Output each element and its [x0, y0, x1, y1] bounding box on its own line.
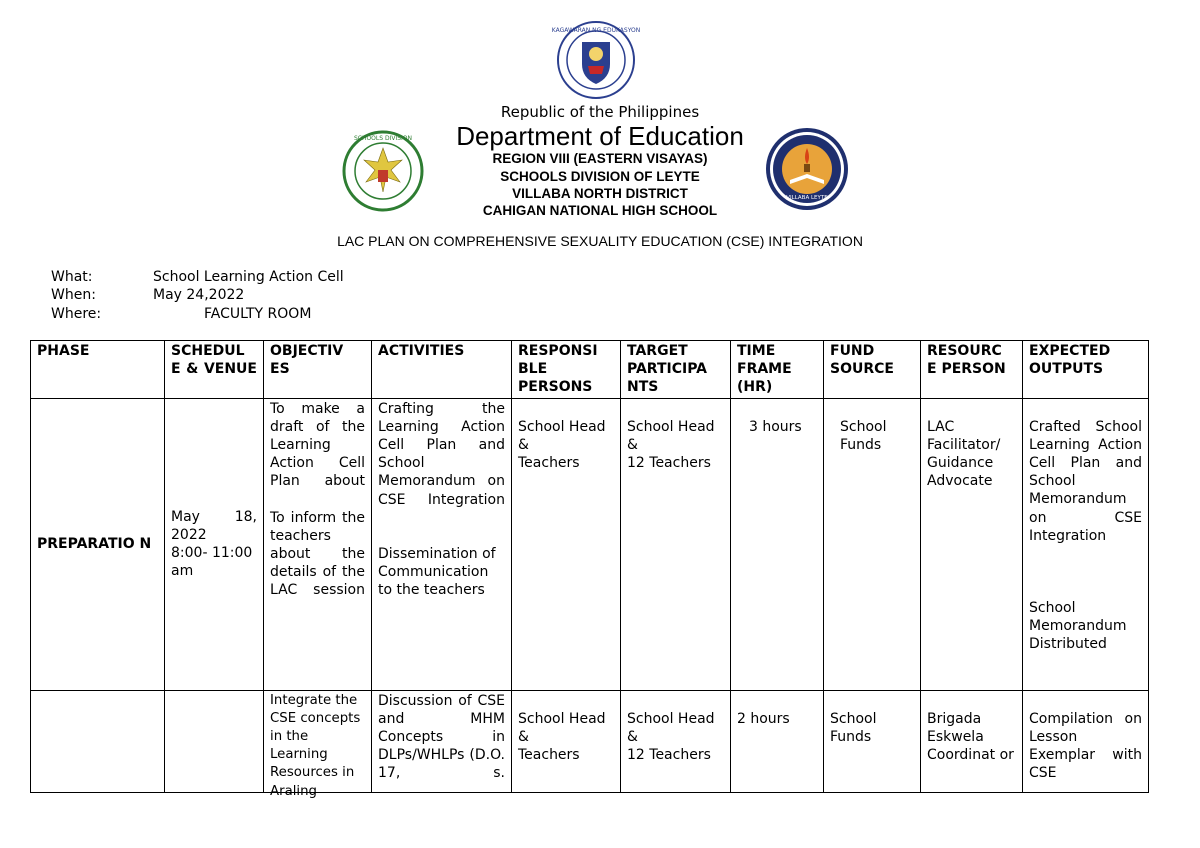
- phase-cell: [31, 690, 165, 792]
- what-value: School Learning Action Cell: [153, 269, 344, 285]
- deped-seal-logo: [551, 20, 641, 100]
- table-header-row: [31, 341, 1149, 399]
- activity-text: Dissemination of Communication to the teachers: [378, 545, 496, 599]
- when-label: When:: [51, 287, 96, 303]
- output-text: School Memorandum Distributed: [1029, 600, 1127, 653]
- schedule-date: May 18, 2022: [171, 508, 257, 543]
- header-responsible: RESPONSI BLE PERSONS: [512, 341, 621, 399]
- table-row: [31, 690, 1149, 792]
- outputs-cell: [1023, 690, 1149, 792]
- target-text: School Head: [627, 710, 715, 727]
- target-cell: [621, 398, 731, 690]
- department-heading: Department of Education: [456, 121, 744, 151]
- output-text: Crafted School Learning Action Cell Plan and School Memorandum on CSE Integration: [1029, 418, 1142, 544]
- output-text: Compilation on Lesson Exemplar with CSE: [1029, 710, 1142, 782]
- responsible-text: School Head: [518, 418, 606, 435]
- activities-cell: [372, 690, 512, 792]
- header-activities: ACTIVITIES: [372, 341, 512, 399]
- header-objectives: OBJECTIV ES: [264, 341, 372, 399]
- where-value: FACULTY ROOM: [204, 306, 312, 322]
- responsible-text: Teachers: [518, 455, 580, 472]
- schedule-cell: [165, 690, 264, 792]
- objectives-cell: [264, 690, 372, 799]
- resource-cell: LAC Facilitator/ Guidance Advocate: [921, 398, 1023, 690]
- fund-cell: School Funds: [824, 690, 921, 792]
- svg-text:VILLABA LEYTE: VILLABA LEYTE: [786, 195, 828, 201]
- header-time: TIME FRAME (HR): [731, 341, 824, 399]
- region-heading: REGION VIII (EASTERN VISAYAS): [492, 151, 708, 166]
- republic-heading: Republic of the Philippines: [500, 103, 700, 121]
- resource-cell: Brigada Eskwela Coordinat or: [921, 690, 1023, 792]
- target-text: 12 Teachers: [627, 747, 711, 764]
- schedule-time: 8:00- 11:00 am: [171, 545, 253, 580]
- where-label: Where:: [51, 306, 102, 322]
- target-text: &: [627, 728, 638, 745]
- objective-text: Integrate the CSE concepts in the Learning Resources in Araling: [270, 692, 361, 799]
- target-text: School Head: [627, 418, 715, 435]
- responsible-text: Teachers: [518, 747, 580, 764]
- objective-text: To make a draft of the Learning Action Cell Plan about: [270, 400, 365, 490]
- activity-text: Crafting the Learning Action Cell Plan and School Memorandum on CSE Integration: [378, 400, 505, 508]
- time-cell: 2 hours: [731, 690, 824, 792]
- header-target: TARGET PARTICIPA NTS: [621, 341, 731, 399]
- responsible-cell: [512, 690, 621, 792]
- responsible-text: &: [518, 436, 529, 453]
- phase-cell: PREPARATIO N: [31, 398, 165, 690]
- responsible-text: &: [518, 728, 529, 745]
- header-outputs: EXPECTED OUTPUTS: [1023, 341, 1149, 399]
- header-schedule: SCHEDUL E & VENUE: [165, 341, 264, 399]
- activities-cell: [372, 398, 512, 690]
- division-heading: SCHOOLS DIVISION OF LEYTE: [500, 169, 700, 184]
- responsible-cell: [512, 398, 621, 690]
- svg-text:SCHOOLS DIVISION: SCHOOLS DIVISION: [353, 135, 413, 142]
- header-phase: PHASE: [31, 341, 165, 399]
- time-cell: 3 hours: [731, 398, 824, 690]
- schedule-cell: [165, 398, 264, 690]
- outputs-cell: [1023, 398, 1149, 690]
- svg-text:KAGAWARAN NG EDUKASYON: KAGAWARAN NG EDUKASYON: [551, 27, 641, 34]
- when-value: May 24,2022: [153, 287, 245, 303]
- table-row: [31, 398, 1149, 690]
- target-cell: [621, 690, 731, 792]
- activity-text: Discussion of CSE and MHM Concepts in DLPs/WHLPs (D.O. 17, s.: [378, 692, 505, 782]
- objective-text: To inform the teachers about the details of the LAC session: [270, 509, 365, 599]
- plan-title: LAC PLAN ON COMPREHENSIVE SEXUALITY EDUCATION (CSE) INTEGRATION: [337, 233, 863, 249]
- what-label: What:: [51, 269, 93, 285]
- header-resource: RESOURC E PERSON: [921, 341, 1023, 399]
- responsible-text: School Head: [518, 710, 606, 727]
- lac-plan-table: [30, 340, 1149, 799]
- district-heading: VILLABA NORTH DISTRICT: [512, 186, 688, 201]
- header-fund: FUND SOURCE: [824, 341, 921, 399]
- school-heading: CAHIGAN NATIONAL HIGH SCHOOL: [482, 203, 718, 218]
- target-text: 12 Teachers: [627, 455, 711, 472]
- fund-cell: School Funds: [824, 398, 921, 690]
- objectives-cell: [264, 398, 372, 690]
- target-text: &: [627, 436, 638, 453]
